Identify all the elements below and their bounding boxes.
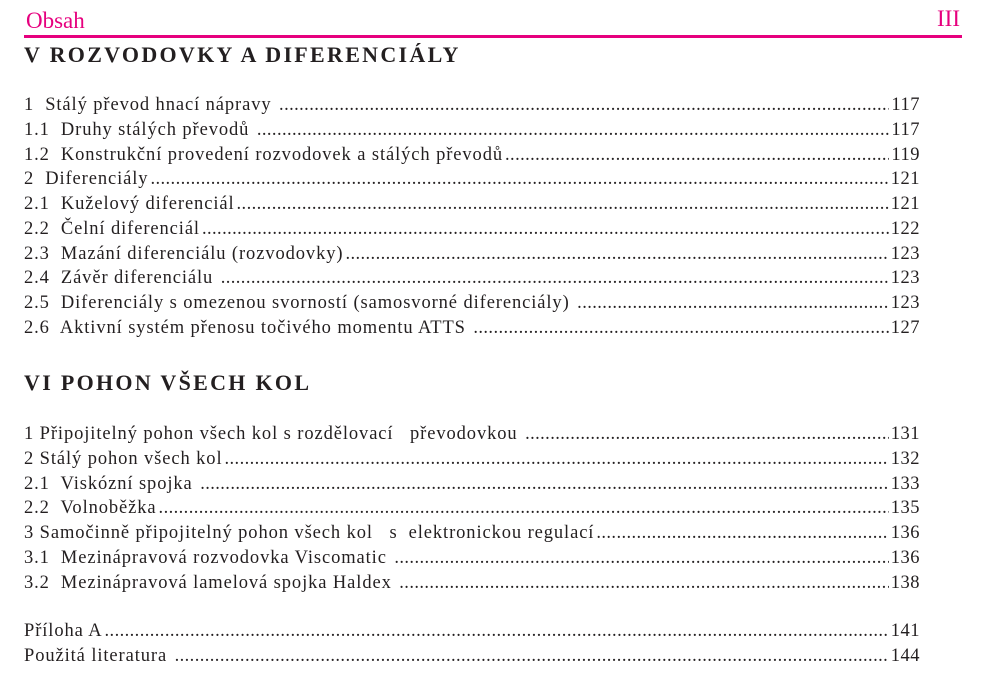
toc-entry-label: 2.5 Diferenciály s omezenou svorností (samosvorné diferenciály)	[24, 293, 576, 313]
toc-entry-label: 2 Diferenciály	[24, 169, 149, 190]
toc-entry-label: 2.6 Aktivní systém přenosu točivého momentu ATTS	[24, 317, 472, 338]
toc-entry[interactable]	[24, 93, 920, 118]
toc-entry-label: 2 Stálý pohon všech kol	[24, 448, 223, 469]
toc-entry-page: 127	[890, 317, 920, 338]
toc-entry-page: 123	[890, 268, 920, 289]
toc-entry-page: 144	[890, 645, 920, 666]
toc-appendix	[24, 619, 920, 669]
toc-entry-page: 141	[890, 621, 920, 641]
toc-leader-dots	[200, 472, 889, 496]
toc-entry-page: 132	[890, 448, 920, 469]
toc-entry-page: 123	[890, 293, 920, 313]
toc-entry-page: 119	[891, 144, 920, 165]
toc-leader-dots	[577, 291, 889, 315]
header-page-number: III	[937, 6, 960, 31]
page-header	[24, 6, 962, 36]
toc-entry-page: 133	[890, 473, 920, 494]
section-heading-v: V ROZVODOVKY A DIFERENCIÁLY	[24, 42, 461, 67]
toc-entry[interactable]	[24, 447, 920, 472]
toc-entry-label: 1.1 Druhy stálých převodů	[24, 119, 255, 140]
toc-entry[interactable]	[24, 167, 920, 192]
toc-leader-dots	[175, 644, 889, 668]
toc-entry[interactable]	[24, 644, 920, 669]
toc-entry-label: 3 Samočinně připojitelný pohon všech kol s elektronickou regulací	[24, 523, 595, 543]
toc-leader-dots	[202, 217, 889, 241]
toc-entry-page: 136	[890, 547, 920, 568]
toc-entry[interactable]	[24, 496, 920, 521]
toc-entry-label: 3.1 Mezinápravová rozvodovka Viscomatic	[24, 547, 393, 568]
toc-entry-page: 123	[890, 243, 920, 264]
toc-entry-page: 131	[890, 424, 920, 444]
toc-entry-page: 122	[890, 218, 920, 239]
toc-entry[interactable]	[24, 217, 920, 242]
toc-entry[interactable]	[24, 546, 920, 571]
toc-entry-label: 2.3 Mazání diferenciálu (rozvodovky)	[24, 243, 344, 264]
toc-leader-dots	[237, 192, 889, 216]
toc-entry-label: 2.2 Volnoběžka	[24, 498, 157, 519]
toc-entry[interactable]	[24, 242, 920, 267]
toc-leader-dots	[394, 546, 888, 570]
toc-entry-page: 135	[890, 498, 920, 519]
toc-entry-label: 2.4 Závěr diferenciálu	[24, 268, 219, 289]
toc-entry[interactable]	[24, 571, 920, 596]
toc-leader-dots	[159, 496, 889, 520]
toc-leader-dots	[345, 242, 888, 266]
toc-entry-page: 138	[890, 572, 920, 593]
toc-entry-page: 117	[891, 95, 920, 115]
toc-leader-dots	[279, 93, 889, 117]
toc-leader-dots	[473, 316, 888, 340]
toc-leader-dots	[257, 118, 890, 142]
toc-entry[interactable]	[24, 143, 920, 168]
toc-leader-dots	[505, 143, 889, 167]
toc-entry-label: 2.1 Viskózní spojka	[24, 473, 199, 494]
header-title: Obsah	[26, 8, 85, 33]
header-rule	[24, 35, 962, 38]
toc-entry[interactable]	[24, 291, 920, 316]
toc-section-vi	[24, 422, 920, 595]
toc-leader-dots	[150, 167, 888, 191]
toc-entry[interactable]	[24, 192, 920, 217]
toc-entry-page: 121	[890, 194, 920, 214]
toc-entry-label: 1.2 Konstrukční provedení rozvodovek a stálých převodů	[24, 144, 504, 165]
toc-entry-page: 117	[891, 119, 920, 140]
toc-entry[interactable]	[24, 266, 920, 291]
toc-entry-label: 2.1 Kuželový diferenciál	[24, 194, 235, 214]
section-heading-vi: VI POHON VŠECH KOL	[24, 370, 312, 395]
toc-entry-label: 2.2 Čelní diferenciál	[24, 218, 200, 239]
toc-entry[interactable]	[24, 118, 920, 143]
toc-leader-dots	[399, 571, 888, 595]
toc-entry-label: 1 Stálý převod hnací nápravy	[24, 95, 278, 115]
toc-leader-dots	[225, 447, 889, 471]
toc-entry[interactable]	[24, 316, 920, 341]
toc-entry-page: 121	[890, 169, 920, 190]
toc-leader-dots	[596, 521, 888, 545]
toc-leader-dots	[525, 422, 889, 446]
toc-entry-label: Příloha A	[24, 621, 103, 641]
toc-entry-label: 1 Připojitelný pohon všech kol s rozdělovací převodovkou	[24, 424, 524, 444]
toc-leader-dots	[105, 619, 889, 643]
toc-entry[interactable]	[24, 422, 920, 447]
toc-entry-label: 3.2 Mezinápravová lamelová spojka Haldex	[24, 572, 398, 593]
toc-entry[interactable]	[24, 521, 920, 546]
toc-entry[interactable]	[24, 472, 920, 497]
toc-entry[interactable]	[24, 619, 920, 644]
toc-leader-dots	[221, 266, 889, 290]
toc-entry-label: Použitá literatura	[24, 645, 173, 666]
toc-entry-page: 136	[890, 523, 920, 543]
toc-section-v	[24, 93, 920, 341]
